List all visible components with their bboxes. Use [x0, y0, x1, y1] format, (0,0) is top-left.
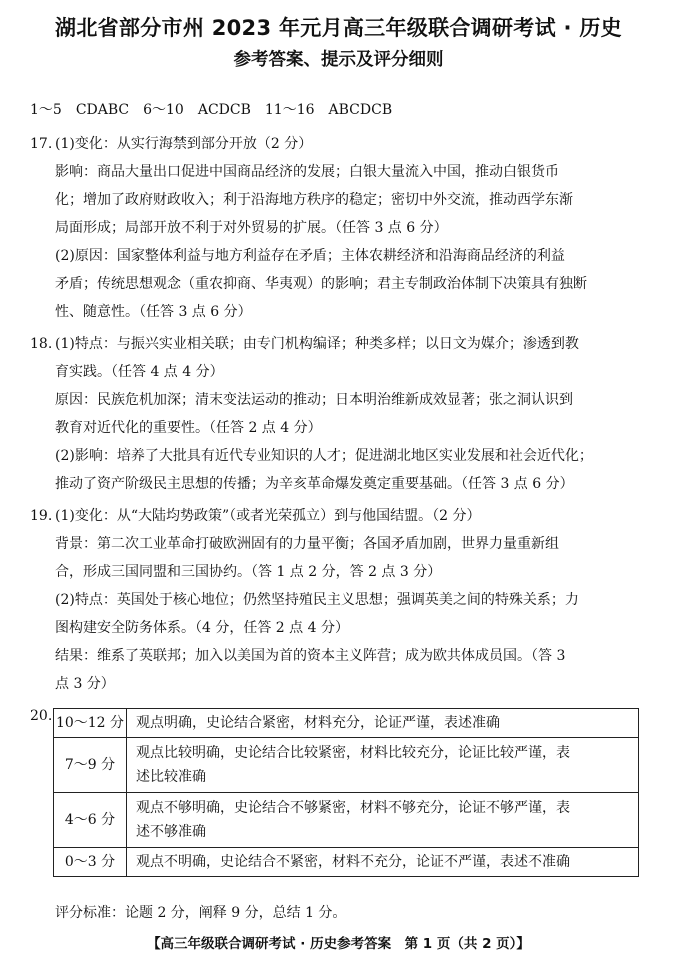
page-footer: 【高三年级联合调研考试 · 历史参考答案 第 1 页（共 2 页）】: [147, 936, 530, 952]
q19-line: 合，形成三国同盟和三国协约。（答 1 点 2 分，答 2 点 3 分）: [55, 564, 442, 580]
q19-line: 背景：第二次工业革命打破欧洲固有的力量平衡；各国矛盾加剧，世界力量重新组: [55, 536, 559, 552]
question-19-number: 19.: [30, 508, 53, 524]
question-18-number: 18.: [30, 336, 53, 352]
q17-line: 化；增加了政府财政收入；利于沿海地方秩序的稳定；密切中外交流，推动西学东渐: [55, 192, 573, 208]
scoring-criteria: 评分标准：论题 2 分，阐释 9 分，总结 1 分。: [55, 905, 347, 921]
rubric-row: [54, 793, 639, 848]
q19-line: 图构建安全防务体系。（4 分，任答 2 点 4 分）: [55, 620, 349, 636]
q18-line: (2)影响：培养了大批具有近代专业知识的人才；促进湖北地区实业发展和社会近代化；: [55, 448, 593, 464]
rubric-description: 观点不明确，史论结合不紧密，材料不充分，论证不严谨，表述不准确: [127, 848, 639, 877]
q17-line: (1)变化：从实行海禁到部分开放（2 分）: [55, 136, 313, 152]
document-title: 湖北省部分市州 2023 年元月高三年级联合调研考试 · 历史: [55, 16, 622, 40]
q19-line: 点 3 分）: [55, 676, 115, 692]
q17-line: 性、随意性。（任答 3 点 6 分）: [55, 304, 252, 320]
multiple-choice-answer-keys: 1～5 CDABC 6～10 ACDCB 11～16 ABCDCB: [30, 102, 393, 118]
rubric-row: [54, 848, 639, 877]
scoring-rubric-table: [53, 708, 639, 877]
q18-line: 原因：民族危机加深；清末变法运动的推动；日本明治维新成效显著；张之洞认识到: [55, 392, 573, 408]
rubric-score: 10～12 分: [54, 709, 127, 738]
q19-line: (2)特点：英国处于核心地位；仍然坚持殖民主义思想；强调英美之间的特殊关系；力: [55, 592, 579, 608]
q17-line: 影响：商品大量出口促进中国商品经济的发展；白银大量流入中国，推动白银货币: [55, 164, 559, 180]
rubric-score: 0～3 分: [54, 848, 127, 877]
rubric-description: 观点明确，史论结合紧密，材料充分，论证严谨，表述准确: [127, 709, 639, 738]
rubric-description: 观点比较明确，史论结合比较紧密，材料比较充分，论证比较严谨，表 述比较准确: [127, 738, 639, 793]
q19-line: 结果：维系了英联邦；加入以美国为首的资本主义阵营；成为欧共体成员国。（答 3: [55, 648, 566, 664]
q18-line: 推动了资产阶级民主思想的传播；为辛亥革命爆发奠定重要基础。（任答 3 点 6 分）: [55, 476, 574, 492]
q17-line: (2)原因：国家整体利益与地方利益存在矛盾；主体农耕经济和沿海商品经济的利益: [55, 248, 565, 264]
q18-line: 教育对近代化的重要性。（任答 2 点 4 分）: [55, 420, 322, 436]
rubric-score: 7～9 分: [54, 738, 127, 793]
rubric-score: 4～6 分: [54, 793, 127, 848]
document-subtitle: 参考答案、提示及评分细则: [233, 50, 444, 70]
q18-line: 育实践。（任答 4 点 4 分）: [55, 364, 224, 380]
question-20-number: 20.: [30, 708, 53, 724]
question-17-number: 17.: [30, 136, 53, 152]
q18-line: (1)特点：与振兴实业相关联；由专门机构编译；种类多样；以日文为媒介；渗透到教: [55, 336, 579, 352]
q17-line: 矛盾；传统思想观念（重农抑商、华夷观）的影响；君主专制政治体制下决策具有独断: [55, 276, 587, 292]
rubric-row: [54, 738, 639, 793]
q19-line: (1)变化：从“大陆均势政策”（或者光荣孤立）到与他国结盟。（2 分）: [55, 508, 481, 524]
rubric-description: 观点不够明确，史论结合不够紧密，材料不够充分，论证不够严谨，表 述不够准确: [127, 793, 639, 848]
rubric-row: [54, 709, 639, 738]
q17-line: 局面形成；局部开放不利于对外贸易的扩展。（任答 3 点 6 分）: [55, 220, 448, 236]
